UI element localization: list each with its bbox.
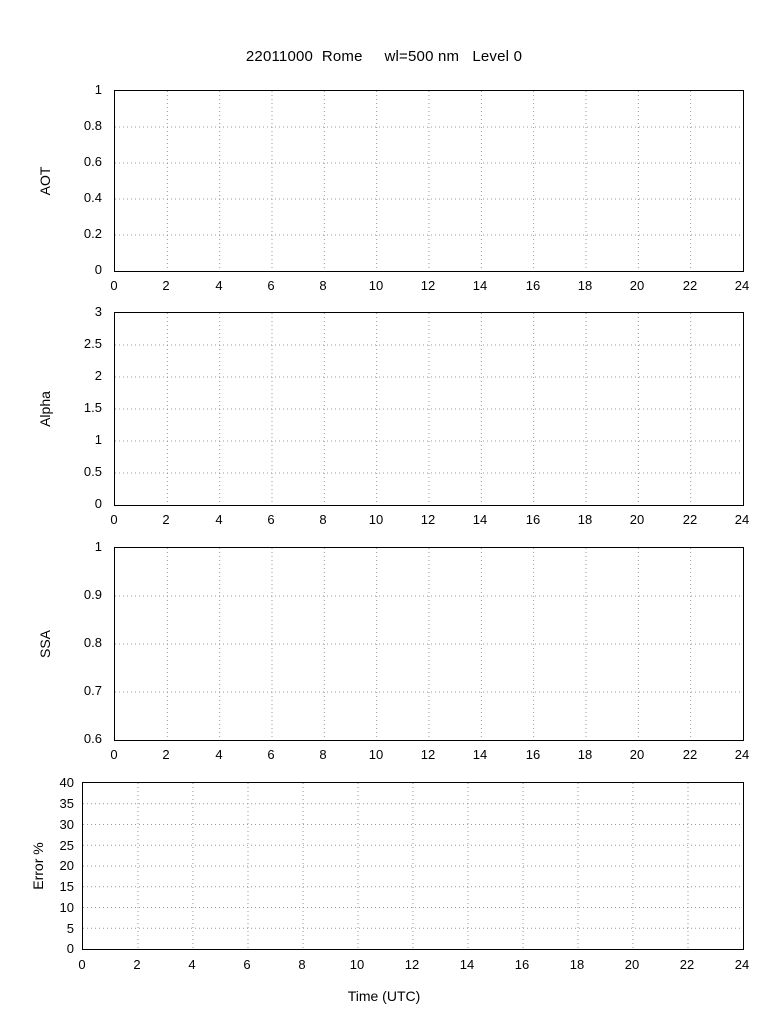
xtick-ssa: 12 xyxy=(420,747,436,762)
xtick-error: 24 xyxy=(734,957,750,972)
xtick-aot: 10 xyxy=(368,278,384,293)
xtick-aot: 22 xyxy=(682,278,698,293)
xtick-alpha: 22 xyxy=(682,512,698,527)
ytick-aot: 1 xyxy=(94,82,102,97)
ytick-error: 25 xyxy=(59,838,74,853)
ytick-aot: 0.8 xyxy=(83,118,102,133)
xtick-error: 22 xyxy=(679,957,695,972)
xtick-ssa: 20 xyxy=(629,747,645,762)
xtick-aot: 24 xyxy=(734,278,750,293)
ylabel-error: Error % xyxy=(30,842,46,890)
xtick-aot: 14 xyxy=(472,278,488,293)
ytick-error: 30 xyxy=(59,817,74,832)
ytick-ssa: 0.7 xyxy=(83,683,102,698)
xtick-alpha: 24 xyxy=(734,512,750,527)
xtick-error: 12 xyxy=(404,957,420,972)
xtick-alpha: 6 xyxy=(267,512,275,527)
xtick-alpha: 10 xyxy=(368,512,384,527)
xtick-aot: 0 xyxy=(110,278,118,293)
ytick-error: 20 xyxy=(59,858,74,873)
ytick-error: 10 xyxy=(59,900,74,915)
xtick-ssa: 8 xyxy=(319,747,327,762)
xtick-error: 8 xyxy=(298,957,306,972)
ytick-alpha: 0 xyxy=(94,496,102,511)
panel-aot xyxy=(114,90,744,272)
xtick-alpha: 2 xyxy=(162,512,170,527)
plot-area-aot xyxy=(114,90,744,272)
plot-area-alpha xyxy=(114,312,744,506)
grid-ssa xyxy=(115,548,743,740)
ytick-error: 35 xyxy=(59,796,74,811)
xtick-alpha: 14 xyxy=(472,512,488,527)
xtick-error: 14 xyxy=(459,957,475,972)
xtick-aot: 4 xyxy=(215,278,223,293)
ytick-error: 0 xyxy=(66,941,74,956)
ylabel-aot: AOT xyxy=(37,166,53,196)
plot-area-error xyxy=(82,782,744,950)
xtick-ssa: 16 xyxy=(525,747,541,762)
grid-alpha xyxy=(115,313,743,505)
xtick-aot: 18 xyxy=(577,278,593,293)
xtick-ssa: 10 xyxy=(368,747,384,762)
ytick-aot: 0.4 xyxy=(83,190,102,205)
xtick-error: 0 xyxy=(78,957,86,972)
ytick-alpha: 0.5 xyxy=(83,464,102,479)
ytick-alpha: 1.5 xyxy=(83,400,102,415)
ylabel-ssa: SSA xyxy=(37,630,53,659)
ytick-aot: 0.2 xyxy=(83,226,102,241)
ytick-alpha: 1 xyxy=(94,432,102,447)
ytick-alpha: 2 xyxy=(94,368,102,383)
ytick-aot: 0 xyxy=(94,262,102,277)
xtick-aot: 8 xyxy=(319,278,327,293)
ylabel-alpha: Alpha xyxy=(37,391,53,427)
panel-error xyxy=(82,782,744,950)
ytick-ssa: 0.8 xyxy=(83,635,102,650)
ytick-error: 40 xyxy=(59,775,74,790)
ytick-ssa: 1 xyxy=(94,539,102,554)
xtick-error: 6 xyxy=(243,957,251,972)
ytick-error: 15 xyxy=(59,879,74,894)
xtick-error: 20 xyxy=(624,957,640,972)
xtick-aot: 12 xyxy=(420,278,436,293)
ytick-error: 5 xyxy=(66,921,74,936)
xtick-ssa: 14 xyxy=(472,747,488,762)
xtick-error: 2 xyxy=(133,957,141,972)
xtick-alpha: 0 xyxy=(110,512,118,527)
xtick-ssa: 22 xyxy=(682,747,698,762)
xtick-alpha: 18 xyxy=(577,512,593,527)
xaxis-label: Time (UTC) xyxy=(347,988,421,1004)
grid-error xyxy=(83,783,743,949)
xtick-aot: 20 xyxy=(629,278,645,293)
xtick-aot: 6 xyxy=(267,278,275,293)
xtick-ssa: 6 xyxy=(267,747,275,762)
xtick-error: 16 xyxy=(514,957,530,972)
xtick-ssa: 18 xyxy=(577,747,593,762)
plot-area-ssa xyxy=(114,547,744,741)
xtick-error: 10 xyxy=(349,957,365,972)
xtick-alpha: 4 xyxy=(215,512,223,527)
xtick-ssa: 2 xyxy=(162,747,170,762)
ytick-alpha: 2.5 xyxy=(83,336,102,351)
panel-alpha xyxy=(114,312,744,506)
xtick-aot: 2 xyxy=(162,278,170,293)
xtick-alpha: 20 xyxy=(629,512,645,527)
ytick-ssa: 0.9 xyxy=(83,587,102,602)
ytick-ssa: 0.6 xyxy=(83,731,102,746)
ytick-alpha: 3 xyxy=(94,304,102,319)
xtick-alpha: 8 xyxy=(319,512,327,527)
grid-aot xyxy=(115,91,743,271)
chart-title: 22011000 Rome wl=500 nm Level 0 xyxy=(245,48,523,65)
xtick-ssa: 0 xyxy=(110,747,118,762)
xtick-error: 18 xyxy=(569,957,585,972)
xtick-ssa: 4 xyxy=(215,747,223,762)
xtick-alpha: 16 xyxy=(525,512,541,527)
panel-ssa xyxy=(114,547,744,741)
ytick-aot: 0.6 xyxy=(83,154,102,169)
xtick-alpha: 12 xyxy=(420,512,436,527)
xtick-aot: 16 xyxy=(525,278,541,293)
xtick-error: 4 xyxy=(188,957,196,972)
xtick-ssa: 24 xyxy=(734,747,750,762)
